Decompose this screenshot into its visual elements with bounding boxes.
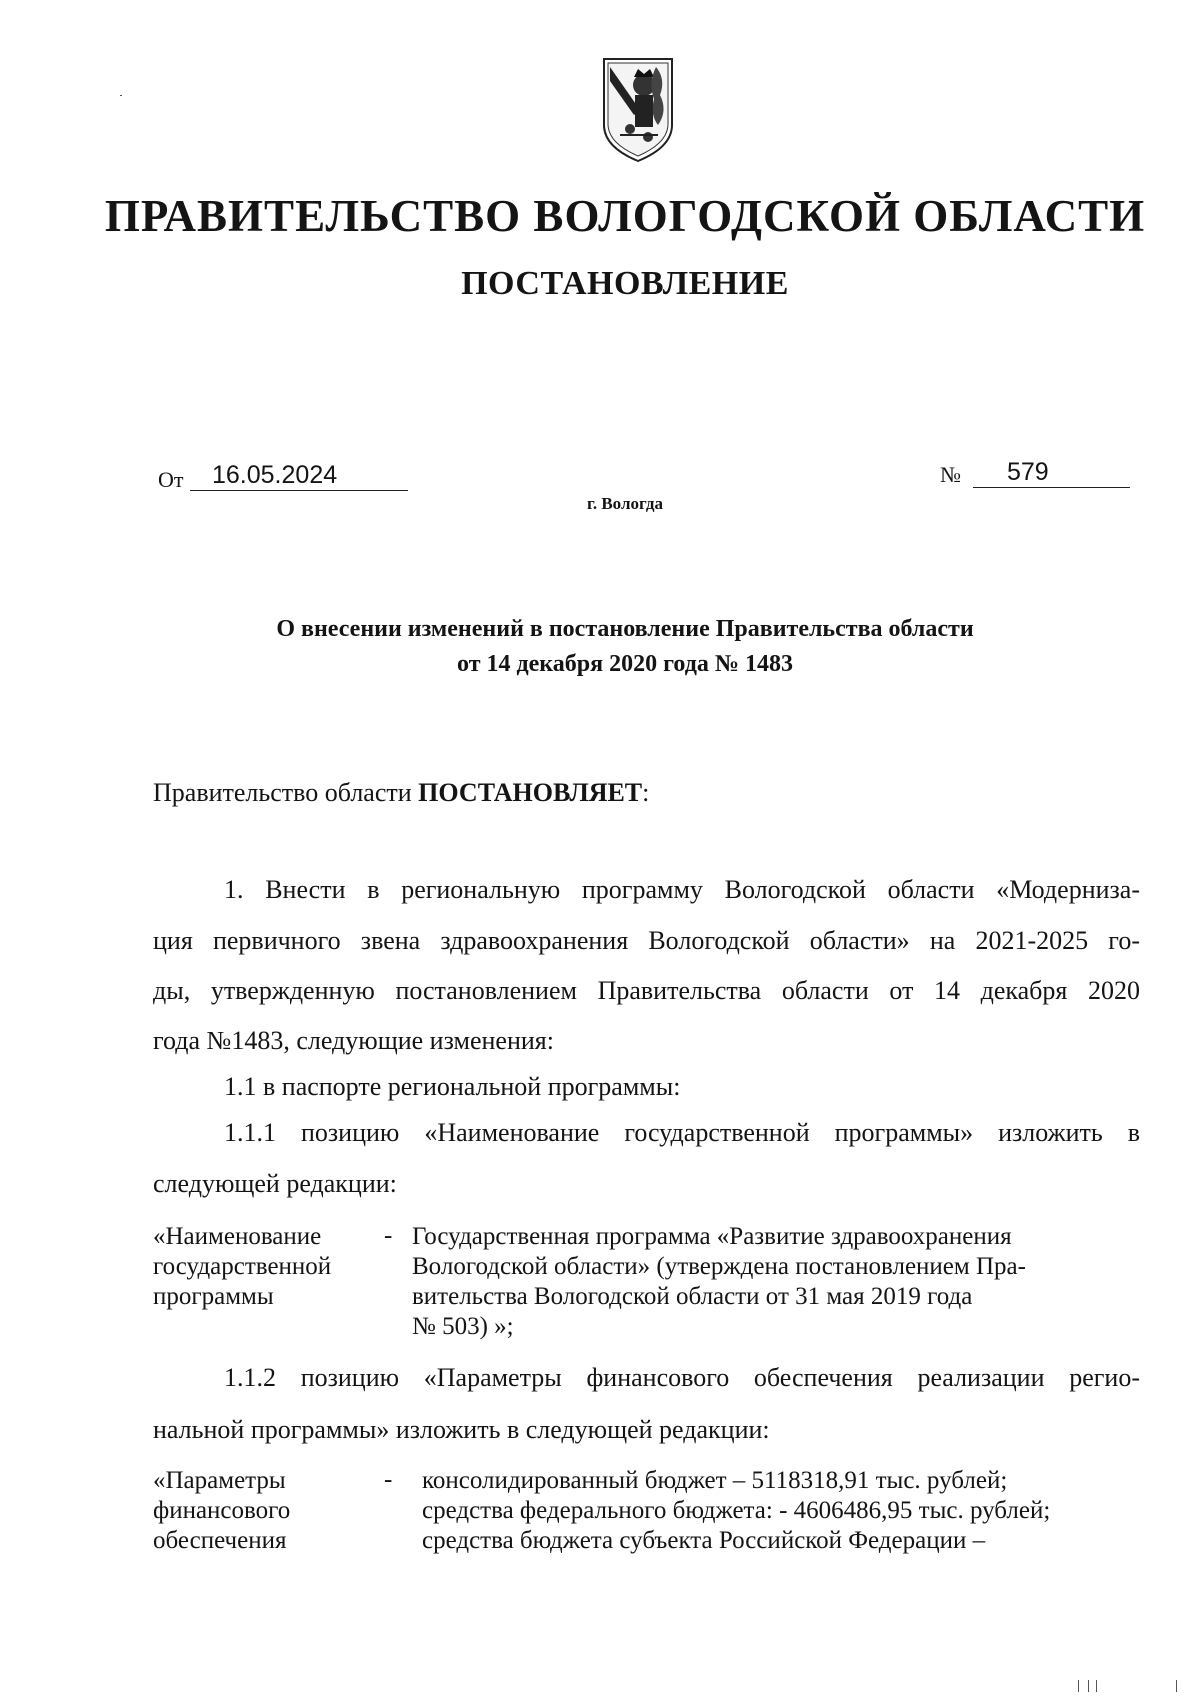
table-right-cell xyxy=(422,1466,1162,1556)
table-left-cell xyxy=(153,1222,331,1312)
scan-artifact xyxy=(1096,1680,1097,1692)
table-dash: - xyxy=(384,1222,393,1249)
table-left-line: финансового xyxy=(153,1497,291,1524)
paragraph-line: 1.1 в паспорте региональной программы: xyxy=(224,1072,681,1101)
document-date: 16.05.2024 xyxy=(190,460,408,491)
scan-artifact xyxy=(1078,1680,1079,1692)
intro-keyword: ПОСТАНОВЛЯЕТ xyxy=(418,778,643,807)
table-right-line: Государственная программа «Развитие здравоохранения xyxy=(412,1223,1012,1250)
table-dash: - xyxy=(384,1466,393,1493)
table-right-line: средства федерального бюджета: - 4606486,95 тыс. рублей; xyxy=(422,1497,1051,1524)
scan-artifact xyxy=(1088,1680,1089,1692)
resolution-intro xyxy=(153,778,649,808)
table-left-cell xyxy=(153,1466,290,1556)
intro-text: Правительство области xyxy=(153,778,419,807)
document-number: 579 xyxy=(973,457,1130,488)
table-left-line: «Наименование xyxy=(153,1223,322,1250)
paragraph-line: следующей редакции: xyxy=(153,1169,397,1198)
table-right-line: средства бюджета субъекта Российской Федерации – xyxy=(422,1527,986,1554)
city: г. Вологда xyxy=(587,494,663,513)
subject-line: О внесении изменений в постановление Правительства области xyxy=(276,616,974,642)
table-left-line: программы xyxy=(153,1283,274,1310)
paragraph-line: ция первичного звена здравоохранения Вологодской области» на 2021-2025 го- xyxy=(153,926,1140,955)
table-right-line: консолидированный бюджет – 5118318,91 тыс. рублей; xyxy=(422,1467,1008,1494)
document-type: ПОСТАНОВЛЕНИЕ xyxy=(461,265,789,302)
paragraph-line: ды, утвержденную постановлением Правительства области от 14 декабря 2020 xyxy=(153,976,1140,1005)
date-prefix: От xyxy=(158,467,184,492)
paragraph-line: 1. Внести в региональную программу Вологодской области «Модерниза- xyxy=(224,875,1140,904)
table-left-line: «Параметры xyxy=(153,1467,286,1494)
table-right-cell xyxy=(412,1222,1132,1342)
paragraph-line: 1.1.2 позицию «Параметры финансового обеспечения реализации регио- xyxy=(224,1363,1140,1392)
number-prefix: № xyxy=(940,462,961,487)
subject-line: от 14 декабря 2020 года № 1483 xyxy=(457,651,793,677)
table-left-line: обеспечения xyxy=(153,1527,287,1554)
paragraph-line: нальной программы» изложить в следующей редакции: xyxy=(153,1415,770,1444)
organization-title: ПРАВИТЕЛЬСТВО ВОЛОГОДСКОЙ ОБЛАСТИ xyxy=(104,191,1146,241)
table-left-line: государственной xyxy=(153,1253,332,1280)
coat-of-arms-icon xyxy=(600,55,676,170)
scan-artifact xyxy=(120,95,122,96)
table-right-line: № 503) »; xyxy=(412,1313,514,1340)
scan-artifact xyxy=(1176,1680,1177,1692)
table-right-line: Вологодской области» (утверждена постановлением Пра- xyxy=(412,1253,1026,1280)
table-right-line: вительства Вологодской области от 31 мая 2019 года xyxy=(412,1283,973,1310)
paragraph-line: года №1483, следующие изменения: xyxy=(153,1026,554,1055)
paragraph-line: 1.1.1 позицию «Наименование государственной программы» изложить в xyxy=(224,1118,1140,1147)
intro-colon: : xyxy=(642,778,650,807)
